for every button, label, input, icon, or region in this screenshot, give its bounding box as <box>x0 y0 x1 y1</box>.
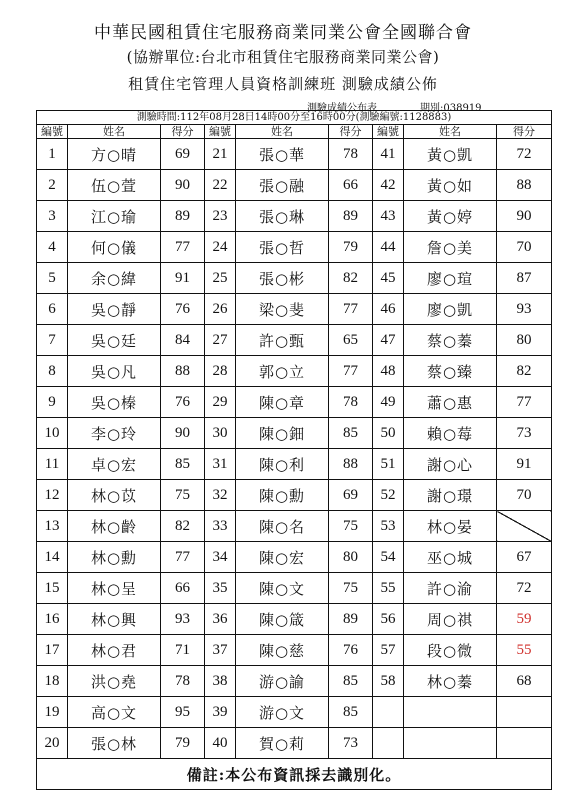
entry-name: 余○緯 <box>68 263 161 294</box>
table-row <box>37 294 552 325</box>
table-row <box>37 356 552 387</box>
entry-name: 廖○凱 <box>404 294 497 325</box>
entry-name: 林○齡 <box>68 511 161 542</box>
col-header-number: 編號 <box>205 125 236 139</box>
entry-score: 71 <box>161 635 205 666</box>
entry-name: 方○晴 <box>68 139 161 170</box>
entry-score: 78 <box>329 139 373 170</box>
entry-score: 78 <box>329 387 373 418</box>
table-row <box>37 449 552 480</box>
table-row <box>37 232 552 263</box>
entry-score: 84 <box>161 325 205 356</box>
entry-name: 蕭○惠 <box>404 387 497 418</box>
entry-number: 34 <box>205 542 236 573</box>
entry-number: 37 <box>205 635 236 666</box>
score-table <box>36 110 552 790</box>
entry-score: 89 <box>161 201 205 232</box>
col-header-name: 姓名 <box>404 125 497 139</box>
entry-score: 59 <box>497 604 552 635</box>
entry-name: 何○儀 <box>68 232 161 263</box>
entry-score <box>497 697 552 728</box>
entry-score: 88 <box>161 356 205 387</box>
entry-number: 18 <box>37 666 68 697</box>
col-header-name: 姓名 <box>68 125 161 139</box>
entry-score: 90 <box>497 201 552 232</box>
entry-name: 吳○廷 <box>68 325 161 356</box>
entry-score: 77 <box>329 294 373 325</box>
entry-name: 洪○堯 <box>68 666 161 697</box>
entry-score: 80 <box>497 325 552 356</box>
entry-number: 38 <box>205 666 236 697</box>
entry-score: 67 <box>497 542 552 573</box>
entry-number: 51 <box>373 449 404 480</box>
entry-name: 張○華 <box>236 139 329 170</box>
entry-number: 12 <box>37 480 68 511</box>
entry-score: 55 <box>497 635 552 666</box>
entry-name: 陳○宏 <box>236 542 329 573</box>
entry-score: 77 <box>497 387 552 418</box>
entry-name: 林○君 <box>68 635 161 666</box>
entry-score: 73 <box>329 728 373 759</box>
entry-name: 林○晏 <box>404 511 497 542</box>
entry-name: 蔡○臻 <box>404 356 497 387</box>
entry-name: 陳○章 <box>236 387 329 418</box>
entry-number: 45 <box>373 263 404 294</box>
entry-name: 郭○立 <box>236 356 329 387</box>
co-organizer-line: (協辦單位:台北市租賃住宅服務商業同業公會) <box>126 48 440 66</box>
entry-name: 賴○莓 <box>404 418 497 449</box>
entry-number <box>373 697 404 728</box>
entry-number: 19 <box>37 697 68 728</box>
table-row <box>37 480 552 511</box>
entry-number: 24 <box>205 232 236 263</box>
entry-name: 張○林 <box>68 728 161 759</box>
entry-number: 8 <box>37 356 68 387</box>
entry-score: 85 <box>161 449 205 480</box>
entry-number: 28 <box>205 356 236 387</box>
entry-name: 張○彬 <box>236 263 329 294</box>
period-label: 期別:038919 <box>420 103 482 114</box>
entry-score: 77 <box>161 232 205 263</box>
entry-score: 69 <box>329 480 373 511</box>
entry-name: 游○文 <box>236 697 329 728</box>
entry-name: 賀○莉 <box>236 728 329 759</box>
exam-time-line: 測驗時間:112年08月28日14時00分至16時00分(測驗編號:1128883) <box>37 111 552 125</box>
entry-number: 47 <box>373 325 404 356</box>
col-header-score: 得分 <box>497 125 552 139</box>
table-row <box>37 139 552 170</box>
entry-name <box>404 728 497 759</box>
entry-number: 1 <box>37 139 68 170</box>
entry-name: 吳○靜 <box>68 294 161 325</box>
table-row <box>37 325 552 356</box>
entry-name: 陳○鈿 <box>236 418 329 449</box>
entry-number: 56 <box>373 604 404 635</box>
entry-name: 吳○榛 <box>68 387 161 418</box>
entry-number: 22 <box>205 170 236 201</box>
entry-number: 46 <box>373 294 404 325</box>
entry-name: 謝○心 <box>404 449 497 480</box>
entry-score-absent <box>497 511 552 542</box>
entry-number: 2 <box>37 170 68 201</box>
entry-score: 77 <box>161 542 205 573</box>
entry-name: 林○勳 <box>68 542 161 573</box>
entry-score: 75 <box>329 511 373 542</box>
entry-score: 95 <box>161 697 205 728</box>
table-row <box>37 604 552 635</box>
entry-number: 6 <box>37 294 68 325</box>
table-row <box>37 697 552 728</box>
entry-name: 黃○凱 <box>404 139 497 170</box>
entry-name: 陳○利 <box>236 449 329 480</box>
entry-name: 許○渝 <box>404 573 497 604</box>
entry-score: 73 <box>497 418 552 449</box>
entry-score: 75 <box>161 480 205 511</box>
entry-number: 10 <box>37 418 68 449</box>
entry-name: 高○文 <box>68 697 161 728</box>
entry-name: 林○苡 <box>68 480 161 511</box>
entry-score: 90 <box>161 170 205 201</box>
entry-number: 20 <box>37 728 68 759</box>
entry-score: 85 <box>329 418 373 449</box>
entry-number: 15 <box>37 573 68 604</box>
col-header-name: 姓名 <box>236 125 329 139</box>
entry-number: 40 <box>205 728 236 759</box>
entry-name: 黃○如 <box>404 170 497 201</box>
page-title: 中華民國租賃住宅服務商業同業公會全國聯合會 <box>94 23 472 43</box>
entry-score: 76 <box>329 635 373 666</box>
note-row <box>37 759 552 790</box>
col-header-number: 編號 <box>37 125 68 139</box>
entry-name: 陳○勳 <box>236 480 329 511</box>
entry-number: 14 <box>37 542 68 573</box>
entry-number: 35 <box>205 573 236 604</box>
entry-name: 林○蓁 <box>404 666 497 697</box>
entry-score: 82 <box>329 263 373 294</box>
entry-number: 57 <box>373 635 404 666</box>
entry-score: 78 <box>161 666 205 697</box>
entry-score: 82 <box>161 511 205 542</box>
entry-score: 88 <box>329 449 373 480</box>
table-row <box>37 542 552 573</box>
entry-name: 吳○凡 <box>68 356 161 387</box>
entry-number: 23 <box>205 201 236 232</box>
entry-name: 卓○宏 <box>68 449 161 480</box>
entry-number: 7 <box>37 325 68 356</box>
entry-number: 29 <box>205 387 236 418</box>
entry-number: 44 <box>373 232 404 263</box>
entry-number: 31 <box>205 449 236 480</box>
entry-name: 張○融 <box>236 170 329 201</box>
entry-number: 3 <box>37 201 68 232</box>
entry-name <box>404 697 497 728</box>
entry-number: 26 <box>205 294 236 325</box>
entry-name: 段○微 <box>404 635 497 666</box>
entry-number: 27 <box>205 325 236 356</box>
table-row <box>37 728 552 759</box>
entry-name: 陳○名 <box>236 511 329 542</box>
entry-name: 許○甄 <box>236 325 329 356</box>
note-text: 備註:本公布資訊採去識別化。 <box>37 759 552 790</box>
entry-score: 68 <box>497 666 552 697</box>
entry-score: 80 <box>329 542 373 573</box>
entry-score: 75 <box>329 573 373 604</box>
col-header-score: 得分 <box>161 125 205 139</box>
entry-name: 黃○婷 <box>404 201 497 232</box>
entry-name: 謝○璟 <box>404 480 497 511</box>
entry-name: 伍○萱 <box>68 170 161 201</box>
table-row <box>37 263 552 294</box>
entry-name: 陳○文 <box>236 573 329 604</box>
entry-number: 21 <box>205 139 236 170</box>
entry-name: 陳○慈 <box>236 635 329 666</box>
entry-score: 93 <box>497 294 552 325</box>
entry-number: 50 <box>373 418 404 449</box>
entry-score: 89 <box>329 604 373 635</box>
entry-number: 11 <box>37 449 68 480</box>
entry-score: 70 <box>497 232 552 263</box>
publish-label: 測驗成績公布表 <box>307 103 377 114</box>
entry-number: 49 <box>373 387 404 418</box>
entry-number: 42 <box>373 170 404 201</box>
entry-score: 85 <box>329 697 373 728</box>
entry-score: 66 <box>329 170 373 201</box>
entry-name: 林○興 <box>68 604 161 635</box>
table-row <box>37 418 552 449</box>
table-row <box>37 666 552 697</box>
table-row <box>37 387 552 418</box>
entry-name: 巫○城 <box>404 542 497 573</box>
entry-name: 陳○箴 <box>236 604 329 635</box>
entry-number <box>373 728 404 759</box>
entry-number: 5 <box>37 263 68 294</box>
entry-number: 17 <box>37 635 68 666</box>
entry-name: 林○呈 <box>68 573 161 604</box>
entry-score: 91 <box>497 449 552 480</box>
entry-score: 69 <box>161 139 205 170</box>
entry-score: 93 <box>161 604 205 635</box>
entry-name: 梁○斐 <box>236 294 329 325</box>
entry-name: 張○哲 <box>236 232 329 263</box>
table-row <box>37 201 552 232</box>
entry-number: 9 <box>37 387 68 418</box>
entry-name: 周○祺 <box>404 604 497 635</box>
entry-score <box>497 728 552 759</box>
entry-score: 76 <box>161 294 205 325</box>
entry-number: 48 <box>373 356 404 387</box>
entry-number: 58 <box>373 666 404 697</box>
entry-score: 65 <box>329 325 373 356</box>
entry-number: 32 <box>205 480 236 511</box>
entry-name: 張○琳 <box>236 201 329 232</box>
entry-name: 廖○瑄 <box>404 263 497 294</box>
entry-number: 52 <box>373 480 404 511</box>
entry-number: 33 <box>205 511 236 542</box>
entry-number: 41 <box>373 139 404 170</box>
entry-score: 87 <box>497 263 552 294</box>
entry-score: 77 <box>329 356 373 387</box>
entry-number: 43 <box>373 201 404 232</box>
table-row <box>37 573 552 604</box>
entry-score: 85 <box>329 666 373 697</box>
entry-score: 66 <box>161 573 205 604</box>
entry-score: 88 <box>497 170 552 201</box>
course-title: 租賃住宅管理人員資格訓練班 測驗成績公佈 <box>128 75 438 93</box>
entry-number: 13 <box>37 511 68 542</box>
table-row <box>37 170 552 201</box>
entry-score: 76 <box>161 387 205 418</box>
entry-number: 39 <box>205 697 236 728</box>
table-row <box>37 635 552 666</box>
table-row <box>37 511 552 542</box>
header-row <box>37 125 552 139</box>
col-header-score: 得分 <box>329 125 373 139</box>
entry-score: 79 <box>161 728 205 759</box>
entry-name: 游○諭 <box>236 666 329 697</box>
entry-number: 55 <box>373 573 404 604</box>
entry-number: 30 <box>205 418 236 449</box>
entry-name: 詹○美 <box>404 232 497 263</box>
entry-name: 江○瑜 <box>68 201 161 232</box>
entry-score: 89 <box>329 201 373 232</box>
entry-name: 李○玲 <box>68 418 161 449</box>
entry-score: 91 <box>161 263 205 294</box>
entry-number: 53 <box>373 511 404 542</box>
col-header-number: 編號 <box>373 125 404 139</box>
entry-score: 72 <box>497 573 552 604</box>
entry-number: 4 <box>37 232 68 263</box>
entry-score: 70 <box>497 480 552 511</box>
entry-number: 16 <box>37 604 68 635</box>
entry-score: 82 <box>497 356 552 387</box>
entry-number: 54 <box>373 542 404 573</box>
entry-number: 25 <box>205 263 236 294</box>
entry-name: 蔡○蓁 <box>404 325 497 356</box>
entry-number: 36 <box>205 604 236 635</box>
entry-score: 90 <box>161 418 205 449</box>
entry-score: 72 <box>497 139 552 170</box>
entry-score: 79 <box>329 232 373 263</box>
